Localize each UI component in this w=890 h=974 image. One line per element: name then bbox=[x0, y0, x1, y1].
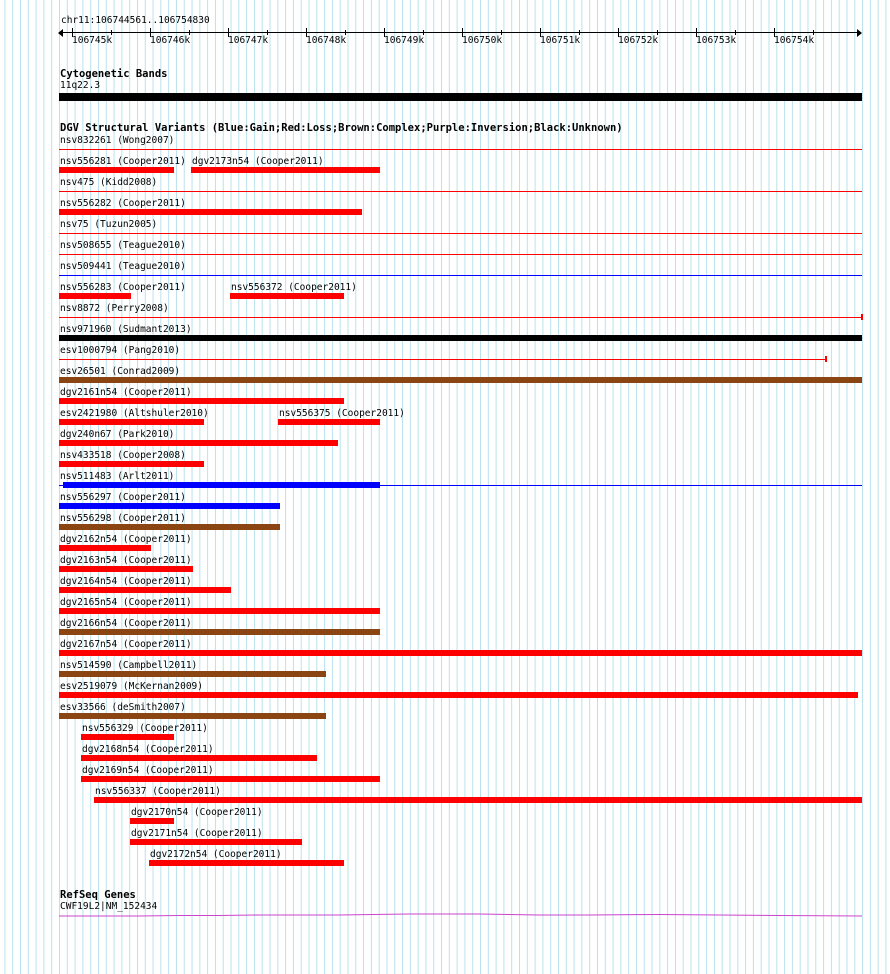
dgv-feature-bar[interactable] bbox=[59, 566, 193, 572]
dgv-feature-label: dgv2165n54 (Cooper2011) bbox=[60, 597, 192, 608]
dgv-feature-label: nsv511483 (Arlt2011) bbox=[60, 471, 175, 482]
dgv-feature-bar[interactable] bbox=[230, 293, 344, 299]
dgv-feature-bar[interactable] bbox=[149, 860, 344, 866]
dgv-feature-label: nsv556283 (Cooper2011) bbox=[60, 282, 186, 293]
dgv-feature-endcap bbox=[825, 356, 827, 362]
refseq-gene-label: CWF19L2|NM_152434 bbox=[60, 901, 158, 912]
dgv-feature-label: dgv2162n54 (Cooper2011) bbox=[60, 534, 192, 545]
dgv-feature-label: nsv433518 (Cooper2008) bbox=[60, 450, 186, 461]
dgv-feature-label: nsv8872 (Perry2008) bbox=[60, 303, 169, 314]
dgv-feature-label: esv26501 (Conrad2009) bbox=[60, 366, 181, 377]
dgv-feature-bar[interactable] bbox=[191, 167, 380, 173]
dgv-feature-bar[interactable] bbox=[59, 335, 862, 341]
dgv-feature-line[interactable] bbox=[59, 233, 862, 234]
dgv-feature-label: nsv556329 (Cooper2011) bbox=[82, 723, 208, 734]
dgv-feature-bar[interactable] bbox=[59, 440, 338, 446]
dgv-feature-label: nsv508655 (Teague2010) bbox=[60, 240, 186, 251]
ruler-tick-label: 106754k bbox=[774, 35, 815, 46]
ruler-tick-label: 106750k bbox=[462, 35, 503, 46]
dgv-feature-label: dgv2171n54 (Cooper2011) bbox=[131, 828, 263, 839]
dgv-feature-line[interactable] bbox=[59, 359, 826, 360]
cytoband-label: 11q22.3 bbox=[60, 80, 101, 91]
dgv-feature-line[interactable] bbox=[59, 191, 862, 192]
ruler-tick-label: 106751k bbox=[540, 35, 581, 46]
refseq-gene-model[interactable] bbox=[59, 910, 862, 922]
dgv-feature-label: nsv556281 (Cooper2011) bbox=[60, 156, 186, 167]
dgv-feature-label: dgv2173n54 (Cooper2011) bbox=[192, 156, 324, 167]
dgv-feature-label: esv1000794 (Pang2010) bbox=[60, 345, 181, 356]
dgv-feature-line[interactable] bbox=[59, 149, 862, 150]
dgv-feature-label: nsv556282 (Cooper2011) bbox=[60, 198, 186, 209]
dgv-feature-bar[interactable] bbox=[59, 608, 380, 614]
dgv-feature-bar[interactable] bbox=[63, 482, 380, 488]
dgv-feature-label: nsv556337 (Cooper2011) bbox=[95, 786, 221, 797]
ruler-tick-label: 106752k bbox=[618, 35, 659, 46]
dgv-feature-bar[interactable] bbox=[59, 524, 280, 530]
dgv-feature-bar[interactable] bbox=[130, 839, 302, 845]
cytoband-bar[interactable] bbox=[59, 93, 862, 101]
dgv-feature-bar[interactable] bbox=[94, 797, 862, 803]
dgv-feature-label: nsv75 (Tuzun2005) bbox=[60, 219, 158, 230]
dgv-feature-label: dgv240n67 (Park2010) bbox=[60, 429, 175, 440]
dgv-feature-bar[interactable] bbox=[59, 377, 862, 383]
dgv-feature-line[interactable] bbox=[59, 317, 862, 318]
ruler-right-arrow-icon bbox=[857, 29, 862, 37]
dgv-feature-bar[interactable] bbox=[130, 818, 174, 824]
location-label: chr11:106744561..106754830 bbox=[61, 15, 210, 26]
dgv-feature-bar[interactable] bbox=[59, 587, 231, 593]
ruler-tick-label: 106746k bbox=[150, 35, 191, 46]
dgv-feature-bar[interactable] bbox=[81, 755, 317, 761]
dgv-feature-bar[interactable] bbox=[59, 461, 204, 467]
dgv-feature-label: dgv2163n54 (Cooper2011) bbox=[60, 555, 192, 566]
ruler-tick-label: 106745k bbox=[72, 35, 113, 46]
ruler-axis bbox=[59, 32, 860, 33]
dgv-feature-label: dgv2166n54 (Cooper2011) bbox=[60, 618, 192, 629]
dgv-feature-bar[interactable] bbox=[59, 692, 858, 698]
dgv-feature-label: dgv2167n54 (Cooper2011) bbox=[60, 639, 192, 650]
ruler-tick-label: 106749k bbox=[384, 35, 425, 46]
dgv-feature-label: esv33566 (deSmith2007) bbox=[60, 702, 186, 713]
dgv-feature-bar[interactable] bbox=[59, 209, 362, 215]
ruler-left-arrow-icon bbox=[58, 29, 63, 37]
dgv-feature-bar[interactable] bbox=[59, 713, 326, 719]
ruler-tick-label: 106748k bbox=[306, 35, 347, 46]
dgv-feature-label: esv2421980 (Altshuler2010) bbox=[60, 408, 209, 419]
refseq-track-title: RefSeq Genes bbox=[60, 889, 136, 901]
dgv-feature-line[interactable] bbox=[59, 254, 862, 255]
dgv-feature-bar[interactable] bbox=[59, 545, 151, 551]
dgv-feature-bar[interactable] bbox=[81, 734, 174, 740]
dgv-feature-line[interactable] bbox=[59, 275, 862, 276]
dgv-feature-label: dgv2170n54 (Cooper2011) bbox=[131, 807, 263, 818]
dgv-feature-bar[interactable] bbox=[278, 419, 380, 425]
ruler-tick-label: 106753k bbox=[696, 35, 737, 46]
refseq-gene-line[interactable] bbox=[59, 914, 862, 916]
dgv-feature-label: nsv556298 (Cooper2011) bbox=[60, 513, 186, 524]
dgv-feature-label: nsv509441 (Teague2010) bbox=[60, 261, 186, 272]
position-ruler[interactable] bbox=[59, 24, 862, 44]
dgv-feature-bar[interactable] bbox=[59, 629, 380, 635]
dgv-feature-bar[interactable] bbox=[59, 419, 204, 425]
dgv-feature-label: dgv2169n54 (Cooper2011) bbox=[82, 765, 214, 776]
dgv-feature-label: nsv971960 (Sudmant2013) bbox=[60, 324, 192, 335]
dgv-feature-bar[interactable] bbox=[81, 776, 380, 782]
dgv-feature-label: dgv2168n54 (Cooper2011) bbox=[82, 744, 214, 755]
dgv-feature-label: nsv556375 (Cooper2011) bbox=[279, 408, 405, 419]
dgv-feature-label: nsv556372 (Cooper2011) bbox=[231, 282, 357, 293]
dgv-feature-bar[interactable] bbox=[59, 293, 131, 299]
dgv-track-title: DGV Structural Variants (Blue:Gain;Red:Loss;Brown:Complex;Purple:Inversion;Black:Unknown) bbox=[60, 122, 623, 134]
dgv-feature-label: dgv2161n54 (Cooper2011) bbox=[60, 387, 192, 398]
cytoband-track-title: Cytogenetic Bands bbox=[60, 68, 168, 80]
dgv-feature-label: dgv2164n54 (Cooper2011) bbox=[60, 576, 192, 587]
dgv-feature-bar[interactable] bbox=[59, 398, 344, 404]
dgv-feature-label: dgv2172n54 (Cooper2011) bbox=[150, 849, 282, 860]
dgv-feature-bar[interactable] bbox=[59, 650, 862, 656]
dgv-feature-label: nsv832261 (Wong2007) bbox=[60, 135, 175, 146]
dgv-feature-endcap bbox=[861, 314, 863, 320]
dgv-feature-label: nsv475 (Kidd2008) bbox=[60, 177, 158, 188]
dgv-feature-label: esv2519079 (McKernan2009) bbox=[60, 681, 203, 692]
dgv-feature-label: nsv514590 (Campbell2011) bbox=[60, 660, 198, 671]
dgv-feature-bar[interactable] bbox=[59, 503, 280, 509]
ruler-tick-label: 106747k bbox=[228, 35, 269, 46]
dgv-feature-bar[interactable] bbox=[59, 167, 174, 173]
dgv-feature-bar[interactable] bbox=[59, 671, 326, 677]
dgv-feature-label: nsv556297 (Cooper2011) bbox=[60, 492, 186, 503]
